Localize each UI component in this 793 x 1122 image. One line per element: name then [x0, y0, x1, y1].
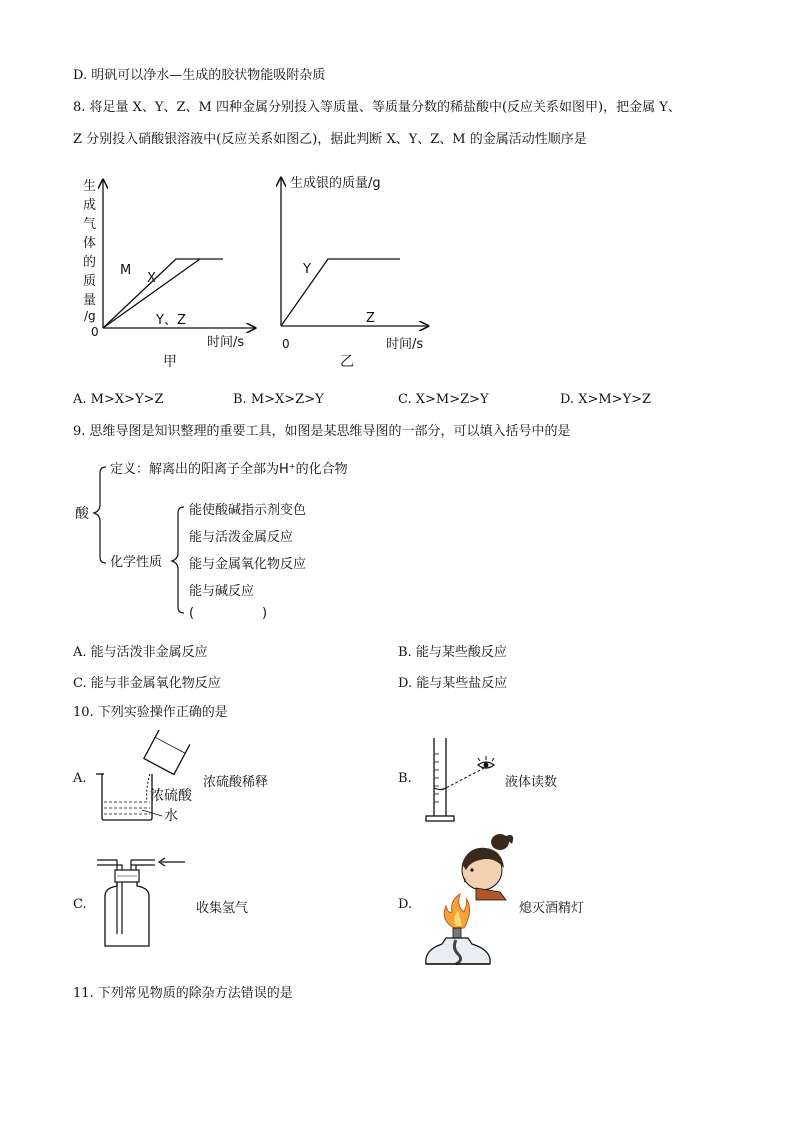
q10-a-dilution-illustration [92, 730, 212, 826]
q8-option-c[interactable]: C. X>M>Z>Y [398, 392, 489, 407]
pouring-beaker-icon [139, 730, 191, 774]
q10-c-gas-bottle-illustration [95, 852, 195, 952]
q9-stem: 9. 思维导图是知识整理的重要工具，如图是某思维导图的一部分，可以填入括号中的是 [73, 424, 571, 439]
mindmap-main-brace [94, 467, 106, 563]
sight-line [442, 768, 484, 790]
q10-option-c-letter[interactable]: C. [73, 897, 87, 912]
mindmap-root: 酸 [75, 506, 89, 522]
q9-option-b[interactable]: B. 能与某些酸反应 [398, 645, 507, 660]
q10-option-d-desc: 熄灭酒精灯 [519, 901, 585, 916]
svg-text:的: 的 [83, 255, 97, 270]
q8-stem-line1: 8. 将足量 X、Y、Z、M 四种金属分别投入等质量、等质量分数的稀盐酸中(反应关系如图甲)，把金属 Y、 [73, 100, 681, 115]
chart-jia [70, 168, 270, 373]
q9-option-a[interactable]: A. 能与活泼非金属反应 [73, 645, 208, 660]
q9-option-d[interactable]: D. 能与某些盐反应 [398, 676, 508, 691]
label-water: 水 [164, 808, 178, 824]
mindmap-branch: 化学性质 [110, 555, 163, 570]
q10-option-c-desc: 收集氢气 [196, 901, 249, 916]
q8-option-b[interactable]: B. M>X>Z>Y [233, 392, 324, 407]
q7-option-d: D. 明矾可以净水—生成的胶状物能吸附杂质 [73, 68, 326, 83]
chart-jia-label-yz: Y、Z [156, 313, 186, 328]
q11-stem: 11. 下列常见物质的除杂方法错误的是 [73, 986, 293, 1001]
person-blowing-icon [462, 834, 513, 900]
alcohol-lamp-icon [426, 938, 490, 964]
mindmap-prop-4: 能与碱反应 [189, 584, 255, 599]
chart-yi-origin: 0 [282, 337, 290, 351]
q10-option-a-letter[interactable]: A. [73, 771, 87, 786]
mindmap-sub-brace [172, 507, 184, 613]
chart-yi [270, 168, 440, 373]
chart-jia-label-x: X [147, 271, 156, 286]
svg-text:/g: /g [84, 309, 96, 323]
q8-option-d[interactable]: D. X>M>Y>Z [560, 392, 652, 407]
q8-stem-line2: Z 分别投入硝酸银溶液中(反应关系如图乙)，据此判断 X、Y、Z、M 的金属活动性顺序是 [73, 132, 587, 147]
svg-text:成: 成 [83, 198, 97, 213]
q10-b-cylinder-illustration [420, 734, 500, 826]
gas-bottle-icon [105, 882, 149, 946]
q10-option-a-desc: 浓硫酸稀释 [203, 775, 269, 790]
chart-jia-origin: 0 [91, 325, 99, 339]
chart-yi-label-z: Z [366, 311, 375, 326]
q9-option-c[interactable]: C. 能与非金属氧化物反应 [73, 676, 221, 691]
chart-yi-label-y: Y [303, 262, 311, 277]
mindmap-prop-3: 能与金属氧化物反应 [189, 557, 307, 572]
graduated-cylinder-icon [434, 738, 446, 816]
mindmap-blank-open: ( [189, 606, 195, 621]
mindmap-prop-1: 能使酸碱指示剂变色 [189, 503, 307, 518]
svg-text:质: 质 [83, 274, 97, 289]
svg-text:体: 体 [83, 236, 97, 251]
mindmap-definition: 定义：解离出的阳离子全部为H⁺的化合物 [110, 462, 348, 477]
label-acid: 浓硫酸 [150, 788, 192, 804]
q10-option-d-letter[interactable]: D. [398, 897, 413, 912]
q9-mindmap [70, 455, 390, 625]
chart-jia-ylabel [83, 178, 96, 323]
mindmap-prop-2: 能与活泼金属反应 [189, 530, 294, 545]
q8-option-a[interactable]: A. M>X>Y>Z [73, 392, 164, 407]
chart-yi-xlabel: 时间/s [386, 337, 424, 352]
mindmap-blank-close: ) [262, 606, 268, 621]
chart-yi-ylabel: 生成银的质量/g [290, 176, 381, 191]
q10-stem: 10. 下列实验操作正确的是 [73, 705, 228, 720]
receiving-beaker-icon [102, 774, 152, 820]
q10-option-b-desc: 液体读数 [505, 775, 558, 790]
chart-yi-caption: 乙 [340, 354, 354, 370]
chart-jia-label-m: M [120, 263, 132, 278]
svg-text:气: 气 [83, 217, 97, 232]
q10-option-b-letter[interactable]: B. [398, 771, 412, 786]
svg-text:量: 量 [83, 293, 97, 308]
chart-yi-series-y [281, 259, 400, 326]
chart-jia-xlabel: 时间/s [207, 335, 245, 350]
svg-text:生: 生 [83, 179, 97, 194]
chart-jia-caption: 甲 [163, 354, 177, 370]
q10-d-alcohol-lamp-illustration [420, 830, 520, 970]
